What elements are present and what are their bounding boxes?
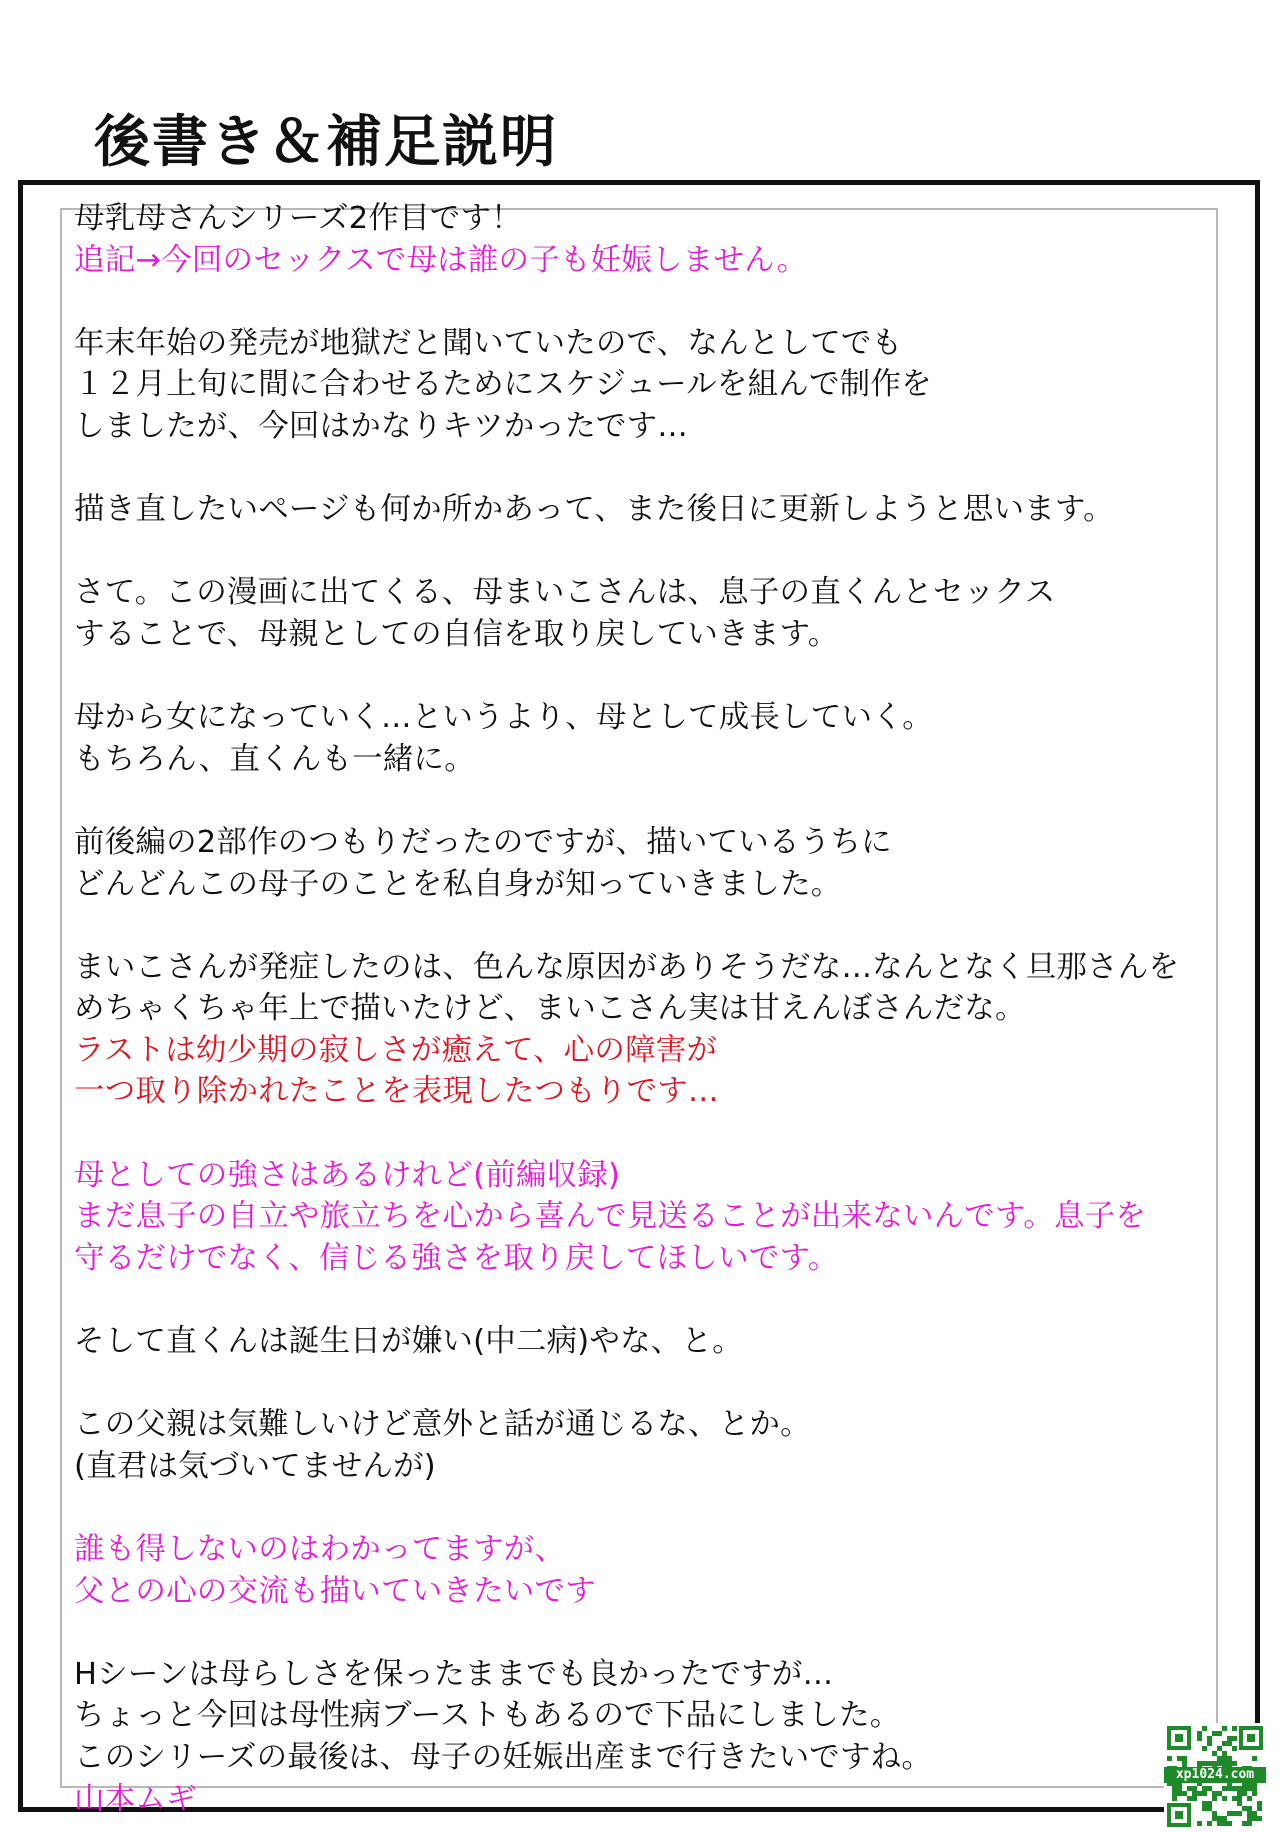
text-line: さて。この漫画に出てくる、母まいこさんは、息子の直くんとセックス <box>74 575 1056 611</box>
watermark-url: xp1024.com <box>1164 1767 1266 1783</box>
text-line: 前後編の2部作のつもりだったのですが、描いているうちに <box>74 824 892 860</box>
text-line: もちろん、直くんも一緒に。 <box>74 741 475 777</box>
text-line: 守るだけでなく、信じる強さを取り戻してほしいです。 <box>74 1240 839 1276</box>
blank-line <box>74 780 1224 822</box>
blank-line <box>74 448 1224 490</box>
text-line: まだ息子の自立や旅立ちを心から喜んで見送ることが出来ないんです。息子を <box>74 1199 1147 1235</box>
blank-line <box>74 1487 1224 1529</box>
text-line: (直君は気づいてませんが) <box>74 1448 436 1484</box>
text-line: 山本ムギ <box>74 1781 197 1817</box>
text-line: まいこさんが発症したのは、色んな原因がありそうだな…なんとなく旦那さんを <box>74 949 1180 985</box>
text-line: １２月上旬に間に合わせるためにスケジュールを組んで制作を <box>74 367 932 403</box>
text-line: 母から女になっていく…というより、母として成長していく。 <box>74 700 933 736</box>
blank-line <box>74 1612 1224 1654</box>
blank-line <box>74 656 1224 698</box>
afterword-body <box>74 198 1224 1820</box>
text-line: 誰も得しないのはわかってますが、 <box>74 1532 566 1567</box>
text-line: 追記→今回のセックスで母は誰の子も妊娠しません。 <box>74 242 808 278</box>
blank-line <box>74 1279 1224 1321</box>
text-line: 母としての強さはあるけれど(前編収録) <box>74 1157 621 1193</box>
text-line: このシリーズの最後は、母子の妊娠出産まで行きたいですね。 <box>74 1739 933 1775</box>
page-title: 後書き＆補足説明 <box>94 110 558 175</box>
text-line: そして直くんは誕生日が嫌い(中二病)やな、と。 <box>74 1324 743 1360</box>
text-line: どんどんこの母子のことを私自身が知っていきました。 <box>74 866 842 902</box>
text-line: 年末年始の発売が地獄だと聞いていたので、なんとしてでも <box>74 325 903 361</box>
text-line: しましたが、今回はかなりキツかったです… <box>74 408 688 444</box>
blank-line <box>74 1363 1224 1405</box>
text-line: この父親は気難しいけど意外と話が通じるな、とか。 <box>74 1407 811 1443</box>
text-line: Hシーンは母らしさを保ったままでも良かったですが… <box>74 1656 834 1692</box>
text-line: 一つ取り除かれたことを表現したつもりです… <box>74 1074 719 1110</box>
text-line: 母乳母さんシリーズ2作目です！ <box>74 201 522 236</box>
blank-line <box>74 1113 1224 1155</box>
text-line: ラストは幼少期の寂しさが癒えて、心の障害が <box>74 1032 718 1068</box>
blank-line <box>74 281 1224 323</box>
text-line: めちゃくちゃ年上で描いたけど、まいこさん実は甘えんぼさんだな。 <box>74 991 1026 1027</box>
text-line: することで、母親としての自信を取り戻していきます。 <box>74 616 839 652</box>
text-line: 父との心の交流も描いていきたいです <box>74 1573 596 1609</box>
blank-line <box>74 905 1224 947</box>
text-line: ちょっと今回は母性病ブーストもあるので下品にしました。 <box>74 1698 901 1734</box>
blank-line <box>74 531 1224 573</box>
text-line: 描き直したいページも何か所かあって、また後日に更新しようと思います。 <box>74 492 1114 528</box>
